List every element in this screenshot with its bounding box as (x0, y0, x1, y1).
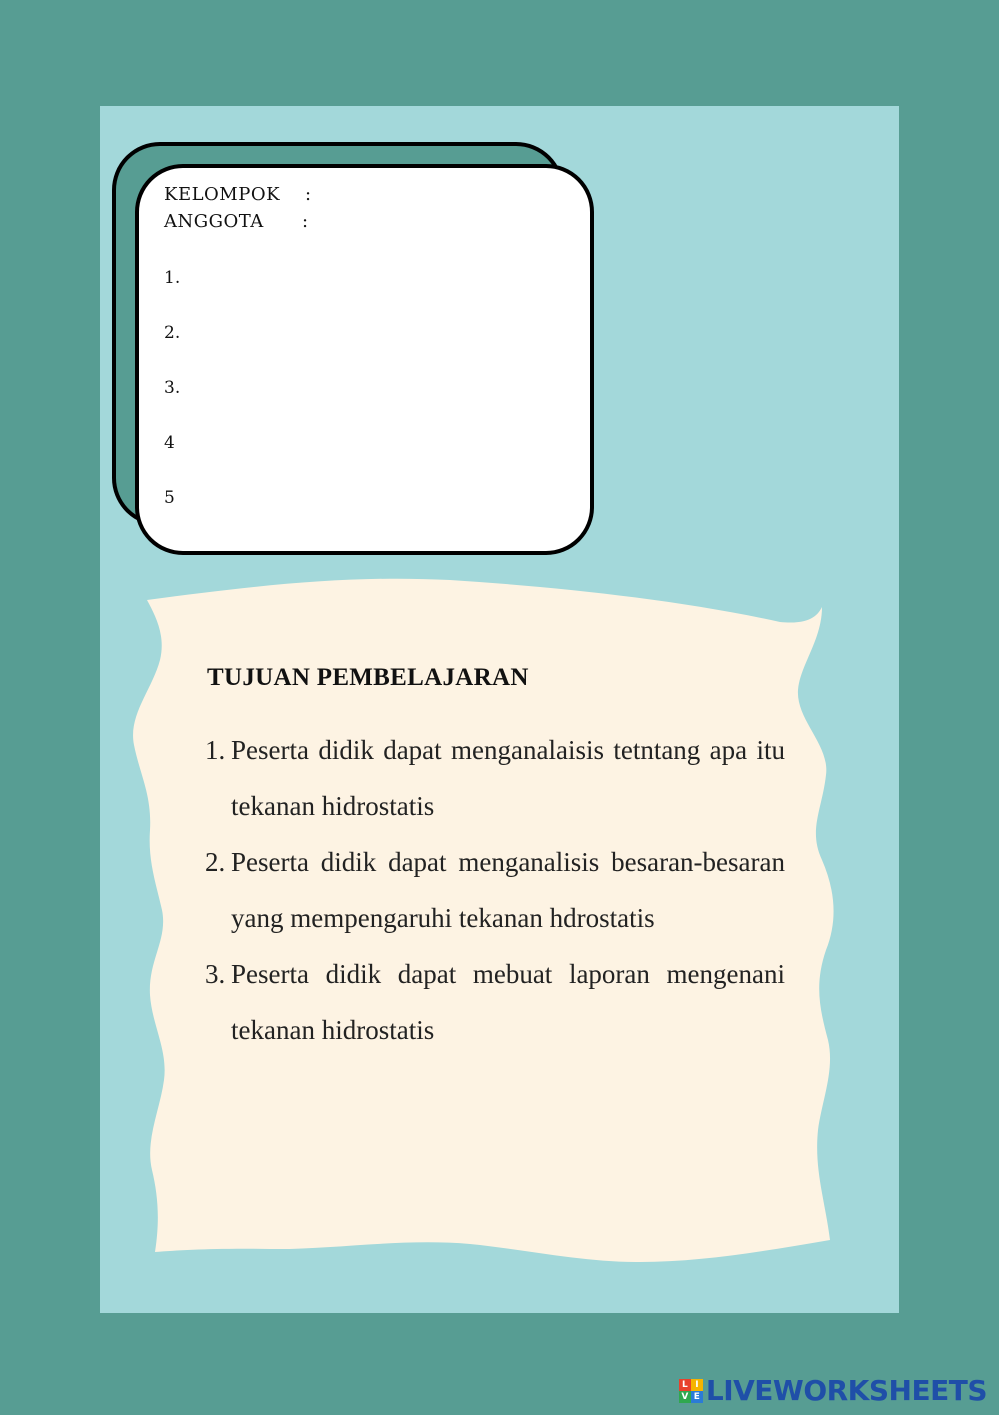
objective-number: 1. (205, 735, 226, 765)
logo-letter: L (679, 1379, 691, 1391)
objective-number: 3. (205, 959, 226, 989)
liveworksheets-text: LIVEWORKSHEETS (705, 1374, 987, 1407)
member-3: 3. (164, 378, 181, 398)
anggota-label: ANGGOTA (164, 211, 264, 232)
member-1: 1. (164, 268, 181, 288)
anggota-colon: : (302, 211, 309, 232)
member-5: 5 (164, 488, 175, 508)
objective-item-2 (205, 834, 785, 946)
logo-letter: V (679, 1391, 691, 1403)
kelompok-colon: : (305, 184, 312, 205)
kelompok-label: KELOMPOK (164, 184, 281, 205)
liveworksheets-logo-icon (679, 1379, 703, 1403)
objective-item-1 (205, 722, 785, 834)
logo-letter: E (691, 1391, 703, 1403)
objective-text: Peserta didik dapat menganalaisis tetntang apa itu tekanan hidrostatis (231, 735, 785, 821)
objective-item-3 (205, 946, 785, 1058)
objectives-title: TUJUAN PEMBELAJARAN (207, 664, 529, 691)
logo-letter: I (691, 1379, 703, 1391)
objective-text: Peserta didik dapat mebuat laporan mengenani tekanan hidrostatis (231, 959, 785, 1045)
objective-text: Peserta didik dapat menganalisis besaran-besaran yang mempengaruhi tekanan hdrostatis (231, 847, 785, 933)
member-4: 4 (164, 433, 175, 453)
objectives-list (205, 722, 785, 1058)
objective-number: 2. (205, 847, 226, 877)
liveworksheets-brand (679, 1374, 987, 1407)
member-2: 2. (164, 323, 181, 343)
